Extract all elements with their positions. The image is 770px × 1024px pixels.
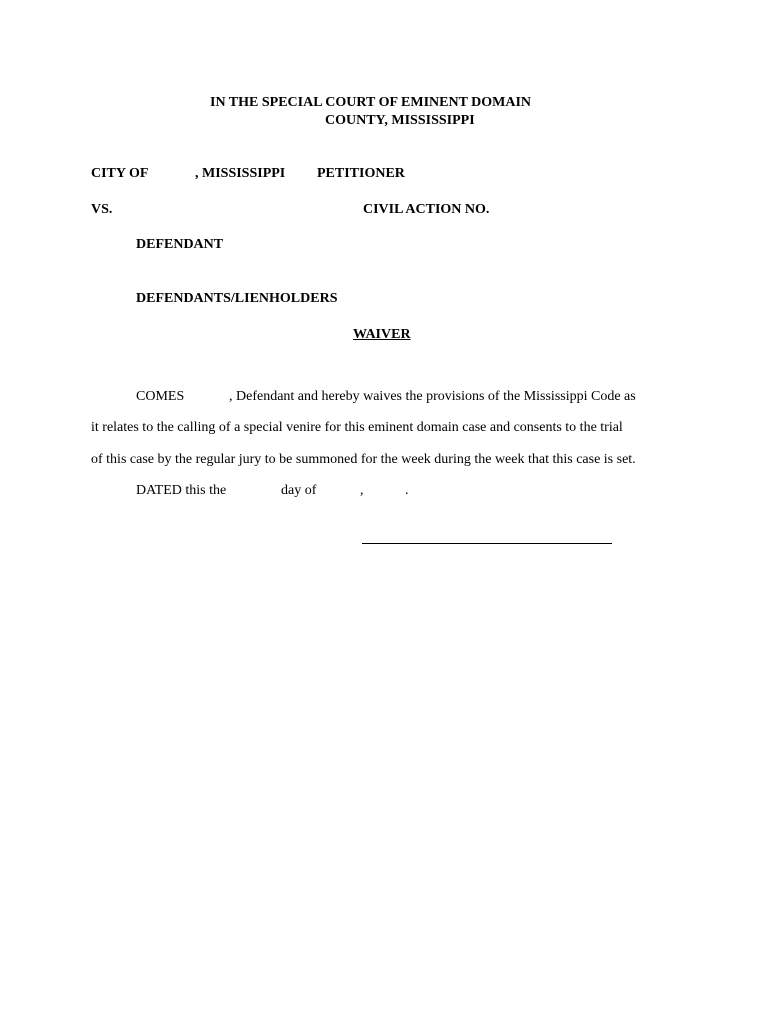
civil-action-label: CIVIL ACTION NO.	[363, 202, 490, 217]
signature-line	[362, 543, 612, 544]
defendants-lienholders-label: DEFENDANTS/LIENHOLDERS	[136, 291, 338, 306]
court-heading-line2: COUNTY, MISSISSIPPI	[325, 113, 475, 128]
date-comma: ,	[360, 483, 364, 498]
mississippi-label: , MISSISSIPPI	[195, 166, 286, 181]
body-line1: , Defendant and hereby waives the provisions of the Mississippi Code as	[229, 389, 636, 404]
body-line3: of this case by the regular jury to be summoned for the week during the week that this case is set.	[91, 452, 636, 467]
court-heading-line1: IN THE SPECIAL COURT OF EMINENT DOMAIN	[210, 95, 532, 110]
document-title: WAIVER	[353, 327, 411, 342]
day-of-label: day of	[281, 483, 317, 498]
date-period: .	[405, 483, 409, 498]
body-comes: COMES	[136, 389, 185, 404]
vs-label: VS.	[91, 202, 113, 217]
city-of-label: CITY OF	[91, 166, 149, 181]
body-line2: it relates to the calling of a special venire for this eminent domain case and consents to the trial	[91, 420, 623, 435]
petitioner-label: PETITIONER	[317, 166, 405, 181]
defendant-label: DEFENDANT	[136, 237, 224, 252]
dated-label: DATED this the	[136, 483, 227, 498]
